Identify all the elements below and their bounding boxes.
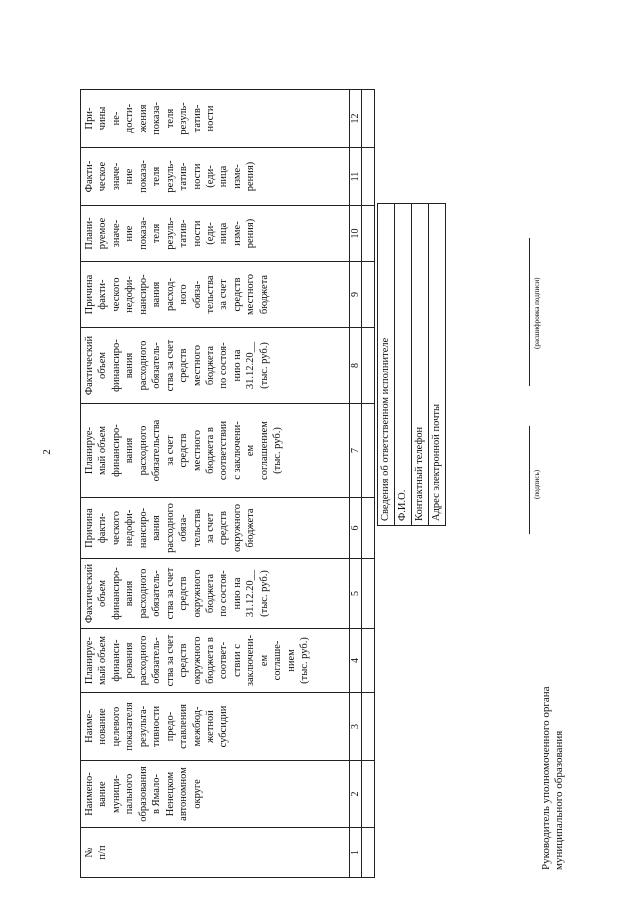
executor-info-table: [377, 203, 446, 526]
empty-cell[interactable]: [362, 828, 375, 878]
footer-title-line2: муниципального образования: [553, 730, 565, 870]
empty-data-row: [362, 90, 375, 878]
header-cell: Плани- руемое значе- ние показа- теля резуль- татив- ности (еди- ница изме- рения): [81, 206, 350, 262]
header-cell: Планируе- мый объем финанси- рования расходного обязатель- ства за счет средств окружного бюджета в соответ- ствии с заключени- ем соглаше- нием (тыс. руб.): [81, 629, 350, 693]
signature-line[interactable]: [529, 426, 530, 534]
footer-block: [540, 686, 566, 870]
header-cell: № п/п: [81, 828, 350, 878]
empty-cell[interactable]: [362, 761, 375, 828]
page-number: 2: [40, 449, 53, 455]
empty-cell[interactable]: [362, 559, 375, 629]
decode-signature-label: (расшифровка подписи): [533, 277, 541, 349]
column-number: 11: [350, 148, 362, 206]
decode-signature-line[interactable]: [529, 238, 530, 386]
executor-phone-field[interactable]: Контактный телефон: [412, 204, 429, 526]
column-number: 1: [350, 828, 362, 878]
column-number: 3: [350, 693, 362, 761]
header-row: [81, 90, 350, 878]
header-cell: Факти- ческое значе- ние показа- теля резуль- татив- ности (еди- ница изме- рения): [81, 148, 350, 206]
empty-cell[interactable]: [362, 90, 375, 148]
empty-cell[interactable]: [362, 404, 375, 498]
empty-cell[interactable]: [362, 498, 375, 559]
header-cell: Планируе- мый объем финансиро- вания расходного обязательства за счет средств местного бюджета в соответствии с заключени- ем соглашением (тыс. руб.): [81, 404, 350, 498]
column-number: 12: [350, 90, 362, 148]
rotated-page: [40, 12, 600, 892]
header-cell: Фактический объем финансиро- вания расходного обязатель- ства за счет средств окружного бюджета по состоя- нию на 31.12.20__ (тыс. руб.): [81, 559, 350, 629]
column-number: 9: [350, 262, 362, 328]
empty-cell[interactable]: [362, 206, 375, 262]
column-number: 7: [350, 404, 362, 498]
header-cell: Наиме- нование целевого показателя результа- тивности предо- ставления межбюд- жетной субсидии: [81, 693, 350, 761]
executor-email-field[interactable]: Адрес электронной почты: [429, 204, 446, 526]
header-cell: Причина факти- ческого недофи- нансиро- вания расход- ного обяза- тельства за счет средств местного бюджета: [81, 262, 350, 328]
executor-info-title: Сведения об ответственном исполнителе: [378, 204, 395, 526]
header-cell: Наимено- вание муници- пального образования в Ямало- Ненецком автономном округе: [81, 761, 350, 828]
executor-name-field[interactable]: Ф.И.О.: [395, 204, 412, 526]
empty-cell[interactable]: [362, 328, 375, 404]
empty-cell[interactable]: [362, 693, 375, 761]
empty-cell[interactable]: [362, 148, 375, 206]
column-number: 6: [350, 498, 362, 559]
column-number: 5: [350, 559, 362, 629]
column-number: 10: [350, 206, 362, 262]
column-number-row: [350, 90, 362, 878]
footer-title-line1: Руководитель уполномоченного органа: [540, 686, 552, 870]
empty-cell[interactable]: [362, 629, 375, 693]
report-table: [80, 89, 375, 878]
empty-cell[interactable]: [362, 262, 375, 328]
column-number: 2: [350, 761, 362, 828]
column-number: 8: [350, 328, 362, 404]
column-number: 4: [350, 629, 362, 693]
header-cell: Причина факти- ческого недофи- нансиро- вания расходного обяза- тельства за счет средств окружного бюджета: [81, 498, 350, 559]
header-cell: Фактический объем финансиро- вания расходного обязатель- ства за счет средств местного бюджета по состоя- нию на 31.12.20__ (тыс. руб.): [81, 328, 350, 404]
signature-label: (подпись): [533, 469, 541, 499]
header-cell: При- чины не- дости- жения показа- теля резуль- татив- ности: [81, 90, 350, 148]
